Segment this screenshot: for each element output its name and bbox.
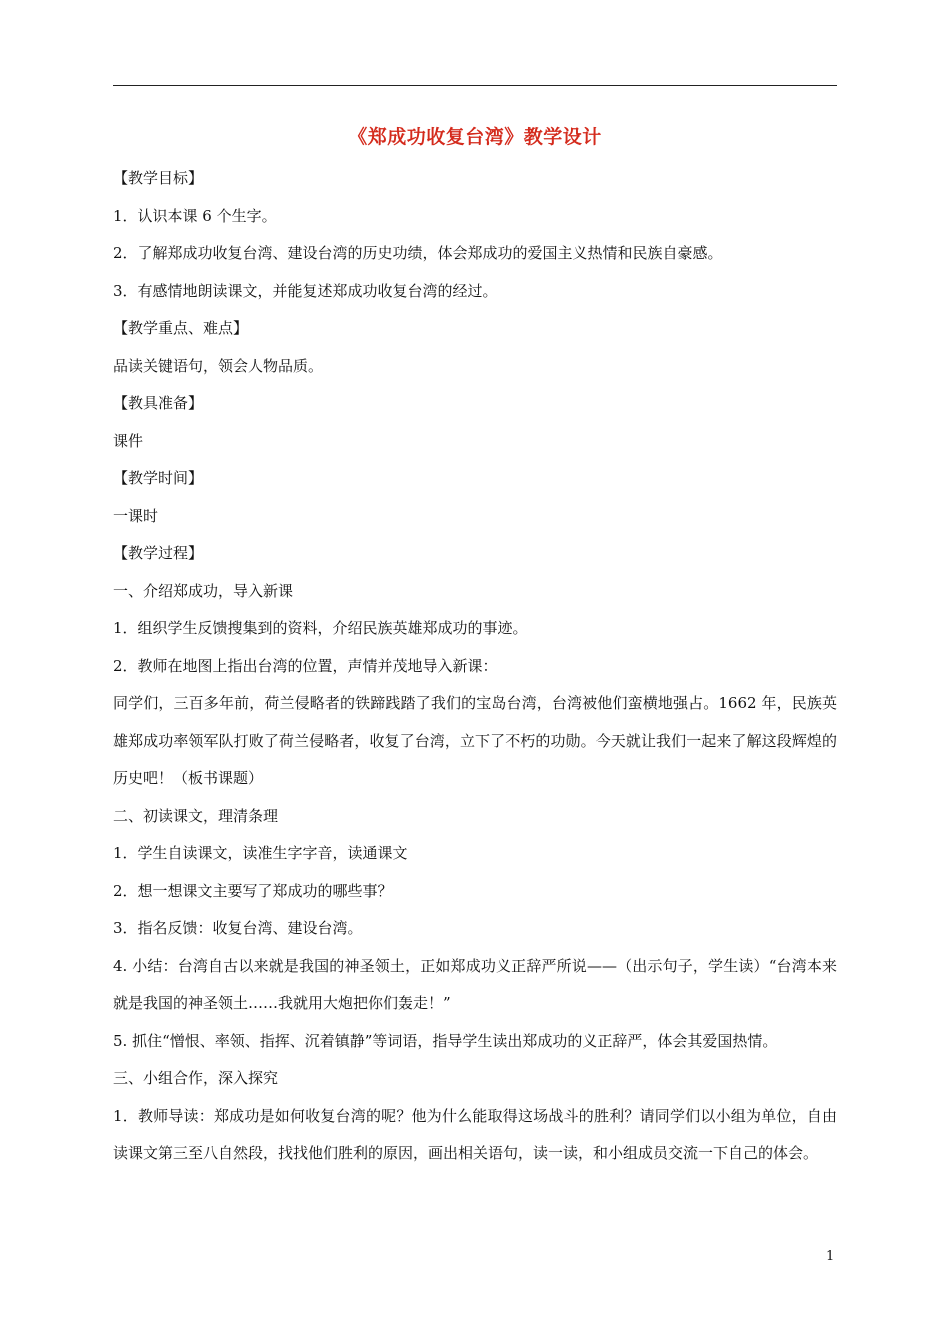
step-heading: 三、小组合作，深入探究 — [113, 1069, 279, 1087]
header-rule — [113, 85, 837, 86]
materials-text: 课件 — [113, 431, 144, 450]
section-heading-key-points: 【教学重点、难点】 — [113, 319, 249, 337]
step-item: 1．组织学生反馈搜集到的资料，介绍民族英雄郑成功的事迹。 — [113, 619, 528, 637]
step-heading: 二、初读课文，理清条理 — [113, 806, 279, 825]
objective-item: 3．有感情地朗读课文，并能复述郑成功收复台湾的经过。 — [113, 281, 498, 300]
objective-item: 2．了解郑成功收复台湾、建设台湾的历史功绩，体会郑成功的爱国主义热情和民族自豪感。 — [113, 244, 723, 262]
step-item: 2．想一想课文主要写了郑成功的哪些事？ — [113, 881, 393, 900]
step-item: 5. 抓住“憎恨、率领、指挥、沉着镇静”等词语，指导学生读出郑成功的义正辞严，体会其爱国热情。 — [113, 1031, 778, 1050]
step-item: 3．指名反馈：收复台湾、建设台湾。 — [113, 919, 363, 937]
section-heading-time: 【教学时间】 — [113, 469, 204, 487]
step-heading: 一、介绍郑成功，导入新课 — [113, 581, 294, 600]
document-body — [113, 160, 837, 1173]
section-heading-objectives: 【教学目标】 — [113, 169, 204, 187]
section-heading-process: 【教学过程】 — [113, 544, 204, 562]
intro-paragraph: 同学们，三百多年前，荷兰侵略者的铁蹄践踏了我们的宝岛台湾，台湾被他们蛮横地强占。1662 年，民族英雄郑成功率领军队打败了荷兰侵略者，收复了台湾，立下了不朽的功勋。今天就让我们一起来了解这段辉煌的历史吧！（板书课题） — [113, 694, 837, 787]
time-text: 一课时 — [113, 506, 159, 525]
step-item: 1．教师导读：郑成功是如何收复台湾的呢？他为什么能取得这场战斗的胜利？请同学们以小组为单位，自由读课文第三至八自然段，找找他们胜利的原因，画出相关语句，读一读，和小组成员交流一下自己的体会。 — [113, 1106, 837, 1162]
section-heading-materials: 【教具准备】 — [113, 394, 204, 412]
step-item: 2．教师在地图上指出台湾的位置，声情并茂地导入新课： — [113, 656, 498, 675]
step-item: 1．学生自读课文，读准生字字音，读通课文 — [113, 844, 408, 862]
key-points-text: 品读关键语句，领会人物品质。 — [113, 356, 324, 375]
objective-item: 1．认识本课 6 个生字。 — [113, 206, 277, 225]
step-item: 4. 小结：台湾自古以来就是我国的神圣领土，正如郑成功义正辞严所说——（出示句子，学生读）“台湾本来就是我国的神圣领土……我就用大炮把你们轰走！” — [113, 956, 837, 1012]
document-title: 《郑成功收复台湾》教学设计 — [348, 126, 602, 148]
page-number: 1 — [826, 1249, 835, 1264]
